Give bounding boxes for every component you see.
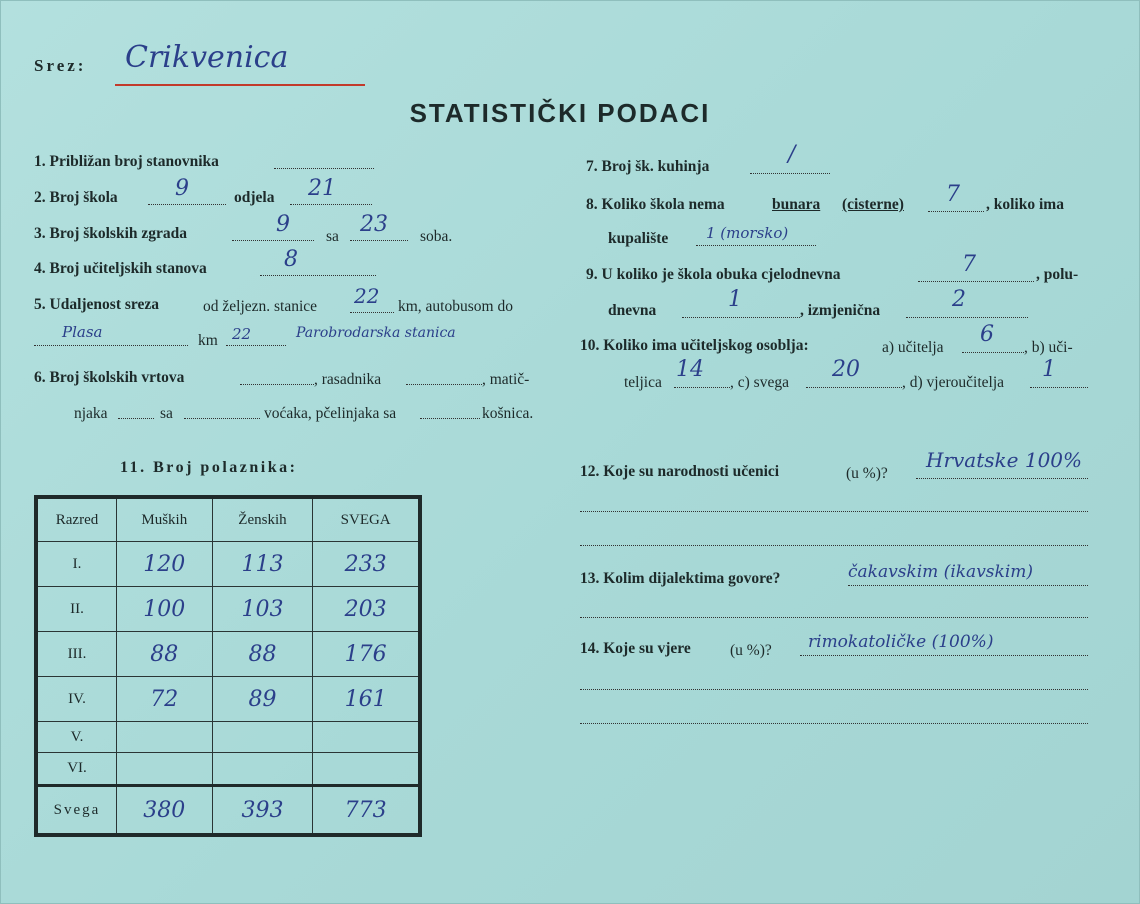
q12-line-1 xyxy=(916,478,1088,479)
row-zenskih: 89 xyxy=(212,677,313,722)
q10-svega-label: , c) svega xyxy=(730,374,789,391)
table-row xyxy=(36,587,420,632)
row-zenskih: 113 xyxy=(212,542,313,587)
q13-line-1 xyxy=(848,585,1088,586)
q3-line-2 xyxy=(350,240,408,241)
q7-label: 7. Broj šk. kuhinja xyxy=(586,158,710,175)
q3-label: 3. Broj školskih zgrada xyxy=(34,225,188,242)
q8-koliko-ima: , koliko ima xyxy=(986,196,1064,213)
q13-line-2 xyxy=(580,617,1088,618)
q10-line-1 xyxy=(962,352,1024,353)
total-zenskih: 393 xyxy=(212,786,313,835)
q14-label: 14. Koje su vjere xyxy=(580,640,691,657)
q10-total-value: 20 xyxy=(832,357,860,382)
q6-vocaka-label: voćaka, pčelinjaka sa xyxy=(264,405,397,422)
row-razred: IV. xyxy=(36,677,117,722)
q9-polu: , polu- xyxy=(1036,266,1079,283)
q7-value: / xyxy=(788,142,796,167)
q9-izmjenicna: , izmjenična xyxy=(800,302,881,319)
table-row xyxy=(36,722,420,753)
q2-label: 2. Broj škola xyxy=(34,189,118,206)
q4-line xyxy=(260,275,376,276)
q9-line-2 xyxy=(682,317,800,318)
q4-label: 4. Broj učiteljskih stanova xyxy=(34,260,207,277)
q8-line-1 xyxy=(928,211,984,212)
q5-station-label: od željezn. stanice xyxy=(203,298,318,315)
q10-teachers-male-value: 6 xyxy=(980,322,994,347)
q12-line-2 xyxy=(580,511,1088,512)
total-muskih: 380 xyxy=(117,786,213,835)
q12-value: Hrvatske 100% xyxy=(926,448,1083,472)
q6-sa-label: sa xyxy=(160,405,173,422)
q6-line-2 xyxy=(406,384,482,385)
q10-ucitelja-label: a) učitelja xyxy=(882,339,944,356)
q10-teljica-label: teljica xyxy=(624,374,662,391)
q13-label: 13. Kolim dijalektima govore? xyxy=(580,570,781,587)
srez-underline xyxy=(115,84,365,86)
row-muskih xyxy=(117,722,213,753)
q12-line-3 xyxy=(580,545,1088,546)
row-svega: 161 xyxy=(313,677,420,722)
row-zenskih xyxy=(212,753,313,786)
q3-sa-label: sa xyxy=(326,228,339,245)
q3-rooms-value: 23 xyxy=(360,212,388,237)
row-svega xyxy=(313,722,420,753)
q2-line-2 xyxy=(290,204,372,205)
q8-kupaliste: kupalište xyxy=(608,230,669,247)
table-section-title: 11. Broj polaznika: xyxy=(120,459,298,476)
q14-line-2 xyxy=(580,689,1088,690)
q5-line-1 xyxy=(350,312,394,313)
q10-uci-label: , b) uči- xyxy=(1024,339,1073,356)
total-label: Svega xyxy=(36,786,117,835)
q2-schools-value: 9 xyxy=(175,176,189,201)
q5-bus-label: km, autobusom do xyxy=(398,298,513,315)
q3-line-1 xyxy=(232,240,314,241)
table-row xyxy=(36,542,420,587)
q6-label: 6. Broj školskih vrtova xyxy=(34,369,185,386)
q12-percent-label: (u %)? xyxy=(846,465,888,482)
row-muskih: 120 xyxy=(117,542,213,587)
q4-value: 8 xyxy=(284,247,298,272)
q6-line-1 xyxy=(240,384,314,385)
q9-dnevna: dnevna xyxy=(608,302,657,319)
q1-label: 1. Približan broj stanovnika xyxy=(34,153,219,170)
q6-matic-label: , matič- xyxy=(482,371,530,388)
row-svega xyxy=(313,753,420,786)
q8-no-well-value: 7 xyxy=(946,182,960,207)
q2-odjela-label: odjela xyxy=(234,189,275,206)
header-zenskih: Ženskih xyxy=(212,497,313,542)
q14-value: rimokatoličke (100%) xyxy=(808,632,994,652)
q5-station-value: 22 xyxy=(354,284,380,308)
page-title: STATISTIČKI PODACI xyxy=(409,98,711,128)
row-zenskih xyxy=(212,722,313,753)
row-razred: III. xyxy=(36,632,117,677)
table-header-row xyxy=(36,497,420,542)
row-muskih xyxy=(117,753,213,786)
total-svega: 773 xyxy=(313,786,420,835)
q5-bus-km-value: 22 xyxy=(232,325,252,343)
q8-line-2 xyxy=(696,245,816,246)
q8-bunara: bunara xyxy=(772,196,821,213)
q13-value: čakavskim (ikavskim) xyxy=(848,562,1034,582)
q6-rasadnika-label: , rasadnika xyxy=(314,371,382,388)
q10-line-2 xyxy=(674,387,730,388)
q14-line-3 xyxy=(580,723,1088,724)
row-svega: 203 xyxy=(313,587,420,632)
srez-label: Srez: xyxy=(34,56,87,75)
q6-line-3 xyxy=(118,418,154,419)
q2-line-1 xyxy=(148,204,226,205)
q9-line-1 xyxy=(918,281,1034,282)
q8-bath-value: 1 (morsko) xyxy=(706,224,789,242)
pupils-table xyxy=(34,495,422,837)
row-zenskih: 88 xyxy=(212,632,313,677)
table-row xyxy=(36,753,420,786)
q9-line-3 xyxy=(906,317,1028,318)
q8-cisterne: (cisterne) xyxy=(842,196,904,213)
q6-kosnica-label: košnica. xyxy=(482,405,534,422)
table-row xyxy=(36,677,420,722)
q5-label: 5. Udaljenost sreza xyxy=(34,296,159,313)
row-svega: 233 xyxy=(313,542,420,587)
row-muskih: 100 xyxy=(117,587,213,632)
table-row xyxy=(36,632,420,677)
row-razred: II. xyxy=(36,587,117,632)
q9-full-day-value: 7 xyxy=(962,252,976,277)
q10-teachers-female-value: 14 xyxy=(676,357,704,382)
q2-odjela-value: 21 xyxy=(308,176,336,201)
header-muskih: Muških xyxy=(117,497,213,542)
q5-km-label: km xyxy=(198,332,218,349)
q1-line xyxy=(274,168,374,169)
q7-line xyxy=(750,173,830,174)
row-razred: V. xyxy=(36,722,117,753)
q10-line-3 xyxy=(806,387,902,388)
q6-line-5 xyxy=(420,418,480,419)
q5-line-2 xyxy=(34,345,188,346)
q5-note: Parobrodarska stanica xyxy=(296,325,456,341)
q6-njaka-label: njaka xyxy=(74,405,108,422)
q14-percent-label: (u %)? xyxy=(730,642,772,659)
q10-label: 10. Koliko ima učiteljskog osoblja: xyxy=(580,337,809,354)
q9-alternating-value: 2 xyxy=(952,287,966,312)
q8-label: 8. Koliko škola nema xyxy=(586,196,725,213)
header-razred: Razred xyxy=(36,497,117,542)
row-zenskih: 103 xyxy=(212,587,313,632)
q12-label: 12. Koje su narodnosti učenici xyxy=(580,463,780,480)
q9-label: 9. U koliko je škola obuka cjelodnevna xyxy=(586,266,841,283)
q9-half-day-value: 1 xyxy=(728,287,742,312)
q10-religion-teachers-value: 1 xyxy=(1042,357,1056,382)
q3-soba-label: soba. xyxy=(420,228,453,245)
row-svega: 176 xyxy=(313,632,420,677)
row-razred: VI. xyxy=(36,753,117,786)
q6-line-4 xyxy=(184,418,260,419)
q5-line-3 xyxy=(226,345,286,346)
header-svega: SVEGA xyxy=(313,497,420,542)
row-muskih: 72 xyxy=(117,677,213,722)
q10-line-4 xyxy=(1030,387,1088,388)
q5-bus-destination: Plasa xyxy=(62,323,103,341)
q14-line-1 xyxy=(800,655,1088,656)
q10-vjeroucitelja-label: , d) vjeroučitelja xyxy=(902,374,1004,391)
table-total-row xyxy=(36,786,420,835)
row-muskih: 88 xyxy=(117,632,213,677)
q3-buildings-value: 9 xyxy=(276,212,290,237)
srez-value: Crikvenica xyxy=(125,40,289,75)
row-razred: I. xyxy=(36,542,117,587)
